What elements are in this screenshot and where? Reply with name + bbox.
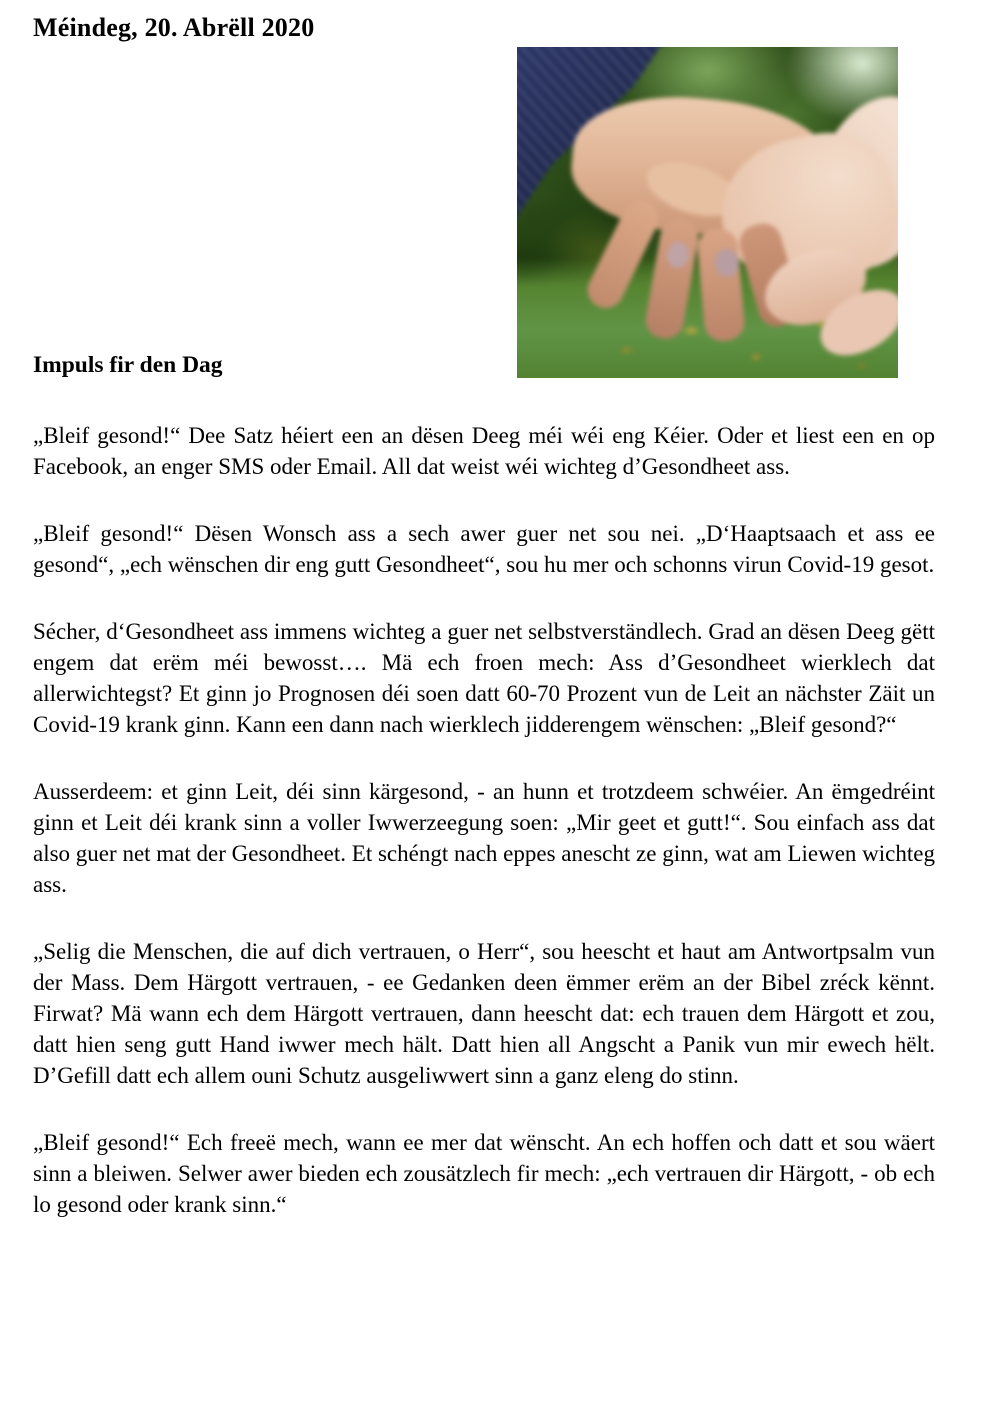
holding-hands-photo (517, 47, 898, 378)
date-title: Méindeg, 20. Abrëll 2020 (33, 13, 315, 42)
paragraph-6: „Bleif gesond!“ Ech freeë mech, wann ee mer dat wënscht. An ech hoffen och datt et sou wäert sinn a bleiwen. Selwer awer bieden ech zousätzlech fir mech: „ech vertrauen dir Härgott, - ob ech lo gesond oder krank sinn.“ (33, 1130, 935, 1217)
paragraph-4: Ausserdeem: et ginn Leit, déi sinn kärgesond, - an hunn et trotzdeem schwéier. An ëmgedréint ginn et Leit déi krank sinn a voller Iwwerzeegung soen: „Mir geet et gutt!“. Sou einfach ass dat also guer net mat der Gesondheet. Et schéngt nach eppes anescht ze ginn, wat am Liewen wichteg ass. (33, 779, 935, 897)
paragraph-3: Sécher, d‘Gesondheet ass immens wichteg a guer net selbstverständlech. Grad an dësen Deeg gëtt engem dat erëm méi bewosst…. Mä ech froen mech: Ass d’Gesondheet wierklech dat allerwichtegst? Et ginn jo Prognosen déi soen datt 60-70 Prozent vun de Leit an nächster Zäit un Covid-19 krank ginn. Kann een dann nach wierklech jidderengem wënschen: „Bleif gesond?“ (33, 619, 935, 737)
paragraph-1: „Bleif gesond!“ Dee Satz héiert een an dësen Deeg méi wéi eng Kéier. Oder et liest een en op Facebook, an enger SMS oder Email. All dat weist wéi wichteg d’Gesondheet ass. (33, 423, 935, 479)
document-header (33, 0, 935, 420)
photo-art-layer (517, 47, 898, 378)
paragraph-5: „Selig die Menschen, die auf dich vertrauen, o Herr“, sou heescht et haut am Antwortpsalm vun der Mass. Dem Härgott vertrauen, - ee Gedanken deen ëmmer erëm an der Bibel zréck kënnt. Firwat? Mä wann ech dem Härgott vertrauen, dann heescht dat: ech trauen dem Härgott et zou, datt hien seng gutt Hand iwwer mech hält. Datt hien all Angscht a Panik vun mir ewech hëlt. D’Gefill datt ech allem ouni Schutz ausgeliwwert sinn a ganz eleng do stinn. (33, 939, 935, 1088)
paragraph-2: „Bleif gesond!“ Dësen Wonsch ass a sech awer guer net sou nei. „D‘Haaptsaach et ass ee gesond“, „ech wënschen dir eng gutt Gesondheet“, sou hu mer och schonns virun Covid-19 gesot. (33, 521, 935, 577)
body-text (33, 420, 935, 1220)
section-heading: Impuls fir den Dag (33, 352, 223, 378)
